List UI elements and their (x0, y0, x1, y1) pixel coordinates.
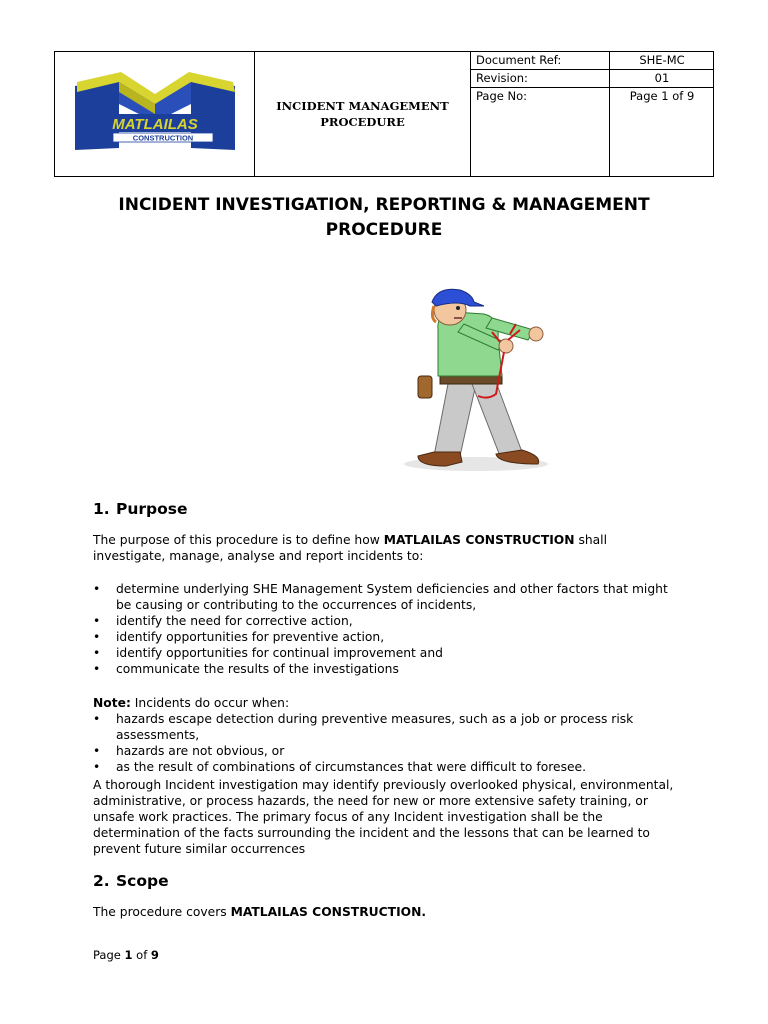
purpose-bullet-list (93, 581, 683, 677)
purpose-closing: A thorough Incident investigation may identify previously overlooked physical, environmental, administrative, or process hazards, the need for new or more extensive safety training, or unsafe work practices. The primary focus of any Incident investigation shall be the determination of the facts surrounding the incident and the lessons that can be learned to prevent future similar occurrences (93, 778, 674, 856)
section-heading-scope (93, 872, 169, 890)
note-label: Note: (93, 696, 131, 710)
meta-label: Page No: (476, 89, 528, 103)
intro-text-end: shall investigate, manage, analyse and report incidents to: (93, 533, 608, 563)
meta-label: Document Ref: (476, 53, 562, 67)
meta-row-page (471, 88, 713, 176)
section-heading-purpose (93, 500, 188, 518)
company-logo (55, 52, 255, 176)
list-item: • as the result of combinations of circumstances that were difficult to foresee. (93, 759, 683, 775)
document-meta (471, 52, 715, 176)
list-item: • identify the need for corrective action, (93, 613, 683, 629)
meta-value: Page 1 of 9 (629, 89, 695, 103)
procedure-title-cell (255, 52, 471, 176)
footer-of-word: of (132, 948, 151, 962)
meta-value: 01 (654, 71, 670, 85)
list-item: • hazards escape detection during preventive measures, such as a job or process risk assessments, (93, 711, 683, 743)
footer-page-current: 1 (124, 948, 133, 962)
section-number: 2. (93, 872, 110, 890)
note-line (93, 695, 683, 711)
list-item: • identify opportunities for preventive action, (93, 629, 683, 645)
company-name: MATLAILAS CONSTRUCTION (383, 533, 575, 547)
meta-label: Revision: (476, 71, 528, 85)
company-name: MATLAILAS CONSTRUCTION. (230, 905, 427, 919)
scope-text-start: The procedure covers (93, 905, 231, 919)
footer-page-word: Page (93, 948, 125, 962)
list-item: • determine underlying SHE Management System deficiencies and other factors that might be causing or contributing to the occurrences of incidents, (93, 581, 683, 613)
meta-row-ref (471, 52, 713, 70)
document-header (54, 51, 714, 177)
logo-subtext: CONSTRUCTION (132, 133, 194, 143)
page-footer (93, 948, 159, 962)
meta-row-revision (471, 70, 713, 88)
logo-wordmark: MATLAILAS (112, 116, 198, 133)
injured-worker-illustration (388, 284, 568, 474)
note-bullet-list (93, 711, 683, 775)
logo-cell (55, 52, 255, 176)
section-title: Purpose (116, 500, 188, 518)
document-title: INCIDENT INVESTIGATION, REPORTING & MANAGEMENT PROCEDURE (118, 195, 650, 240)
procedure-title: INCIDENT MANAGEMENT PROCEDURE (276, 99, 449, 129)
list-item: • communicate the results of the investigations (93, 661, 683, 677)
scope-text (93, 904, 683, 920)
footer-page-total: 9 (150, 948, 159, 962)
section-title: Scope (116, 872, 169, 890)
meta-value: SHE-MC (639, 53, 685, 67)
purpose-intro (93, 532, 683, 564)
list-item: • identify opportunities for continual improvement and (93, 645, 683, 661)
note-text: Incidents do occur when: (130, 696, 290, 710)
intro-text: The purpose of this procedure is to define how (93, 533, 384, 547)
section-number: 1. (93, 500, 110, 518)
list-item: • hazards are not obvious, or (93, 743, 683, 759)
